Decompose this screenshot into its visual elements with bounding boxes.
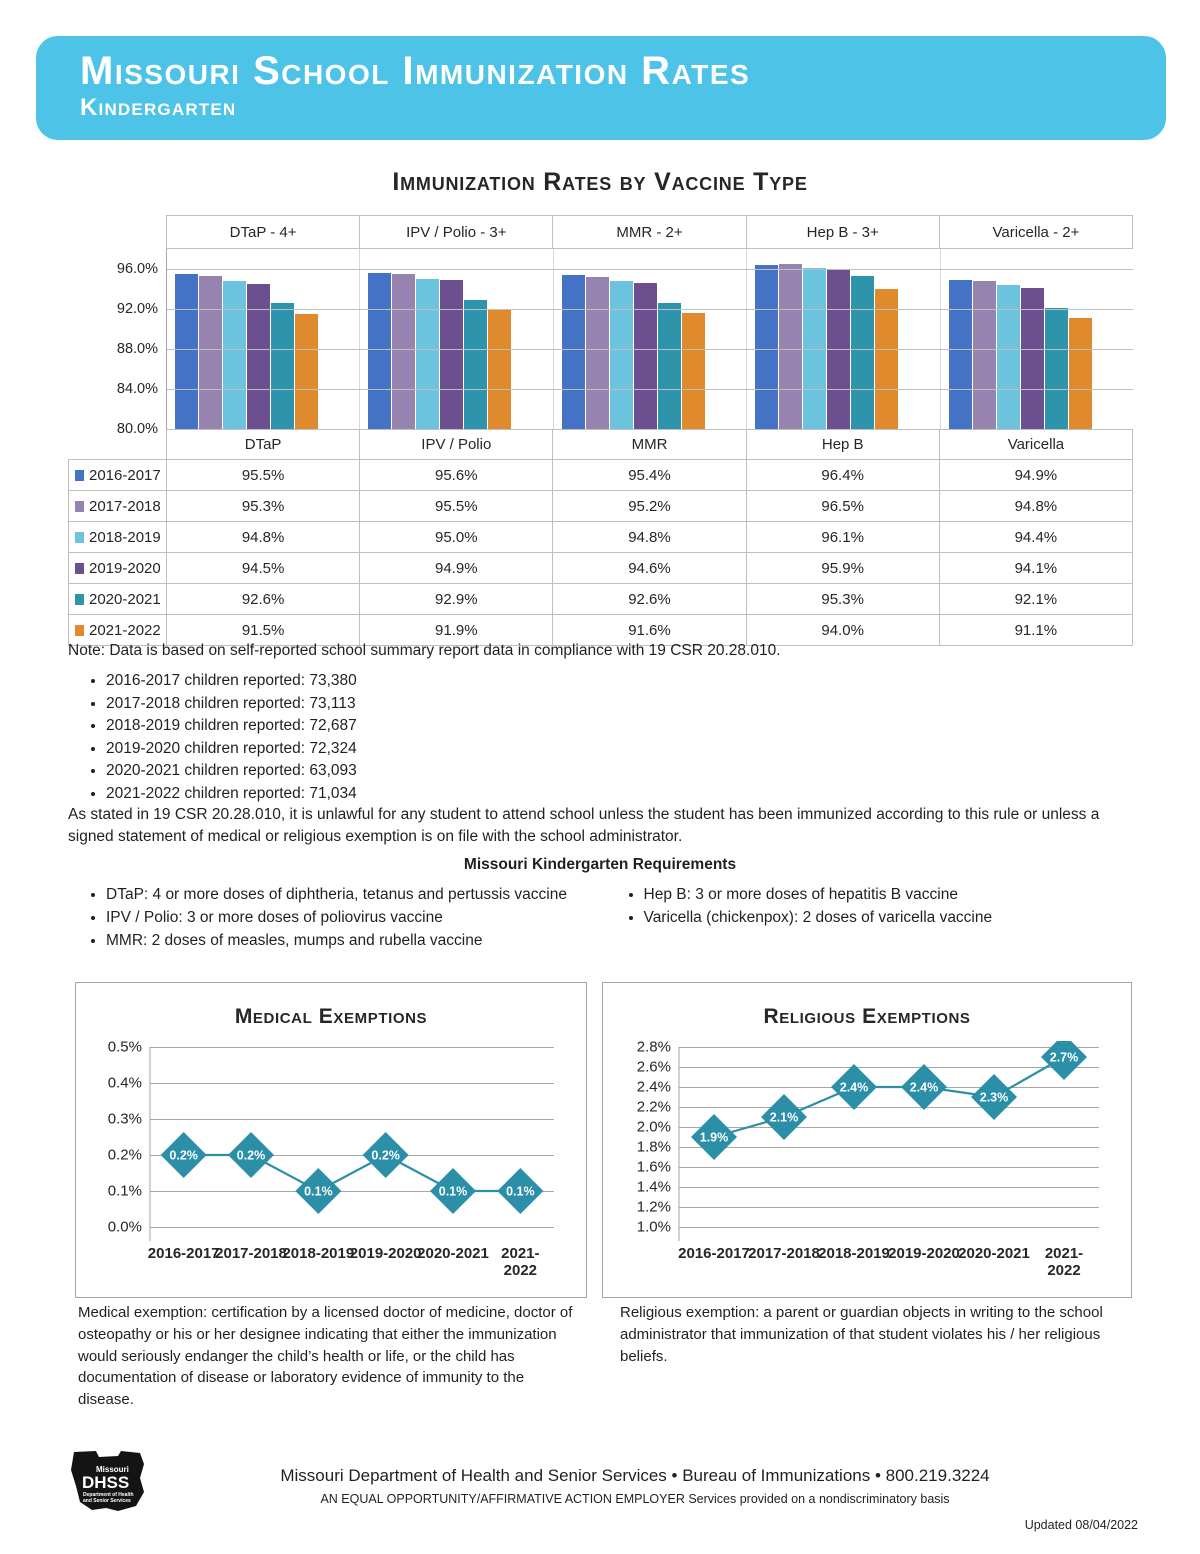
table-cell: 95.5%: [360, 491, 553, 522]
bar: [295, 314, 318, 429]
legend-entry: 2018-2019: [69, 522, 167, 553]
x-tick-label: 2018-2019: [282, 1245, 355, 1262]
immunization-bar-chart: [68, 215, 1133, 646]
statute-paragraph: As stated in 19 CSR 20.28.010, it is unlawful for any student to attend school unless the student has been immunized according to this rule or unless a signed statement of medical or religious exemption is on file with the school administrator.: [68, 806, 1100, 845]
legend-entry: 2016-2017: [69, 460, 167, 491]
list-item: • 2017-2018 children reported: 73,113: [106, 695, 1138, 713]
bar: [610, 281, 633, 429]
y-tick-label: 1.4%: [636, 1178, 671, 1196]
immunization-data-table: [68, 459, 1133, 646]
vaccine-header-dtap: DTaP - 4+: [167, 216, 360, 248]
vaccine-header-varicella: Varicella - 2+: [940, 216, 1133, 248]
gridline: [167, 389, 1133, 390]
y-tick-label: 88.0%: [116, 341, 158, 357]
data-point-label: 2.4%: [839, 1080, 869, 1095]
bar: [223, 281, 246, 429]
table-cell: 94.9%: [939, 460, 1132, 491]
list-item: • MMR: 2 doses of measles, mumps and rubella vaccine: [106, 932, 606, 950]
x-tick-label: 2021-2022: [1044, 1245, 1084, 1279]
data-point-label: 0.2%: [169, 1148, 198, 1163]
main-chart-plot-area: [166, 249, 1133, 429]
bar-group-mmr: [554, 249, 747, 429]
medical-exemptions-plot: [76, 1038, 586, 1279]
y-tick-label: 2.4%: [636, 1078, 671, 1096]
bar: [416, 279, 439, 429]
table-cell: 92.9%: [360, 584, 553, 615]
table-cell: 95.6%: [360, 460, 553, 491]
x-tick-label: 2020-2021: [958, 1245, 1030, 1262]
gridline: [167, 429, 1133, 430]
footer-contact-line: Missouri Department of Health and Senior Services • Bureau of Immunizations • 800.219.3224: [280, 1466, 990, 1485]
data-point-label: 0.1%: [506, 1184, 535, 1199]
main-chart-y-axis: [68, 249, 166, 437]
exemption-line-series: [603, 1038, 1109, 1261]
page-header-banner: [36, 36, 1166, 140]
list-item: • 2020-2021 children reported: 63,093: [106, 762, 1138, 780]
x-tick-label: 2019-2020: [349, 1245, 422, 1262]
table-cell: 94.9%: [360, 553, 553, 584]
table-cell: 94.6%: [553, 553, 746, 584]
table-cell: 95.0%: [360, 522, 553, 553]
vaccine-header-hep-b: Hep B - 3+: [747, 216, 940, 248]
bar: [634, 283, 657, 429]
bar: [1069, 318, 1092, 429]
table-cell: 96.4%: [746, 460, 939, 491]
bar: [851, 276, 874, 429]
y-tick-label: 0.3%: [107, 1110, 142, 1128]
legend-swatch: [75, 532, 84, 543]
exemption-line-series: [76, 1038, 564, 1261]
table-row: [69, 553, 1133, 584]
list-item: • DTaP: 4 or more doses of diphtheria, tetanus and pertussis vaccine: [106, 886, 606, 904]
religious-exemptions-chart: [602, 982, 1132, 1298]
svg-text:Missouri: Missouri: [96, 1465, 129, 1474]
x-tick-label: 2017-2018: [215, 1245, 287, 1262]
x-tick-label: 2021-2022: [501, 1245, 540, 1279]
bar: [875, 289, 898, 429]
list-item: • 2021-2022 children reported: 71,034: [106, 785, 1138, 803]
table-cell: 91.6%: [553, 615, 746, 646]
table-cell: 95.3%: [167, 491, 360, 522]
vaccine-category-header-row: [166, 215, 1133, 249]
x-tick-label: 2018-2019: [818, 1245, 890, 1262]
religious-exemption-caption: Religious exemption: a parent or guardian objects in writing to the school administrator that immunization of that student violates his / her religious beliefs.: [620, 1304, 1103, 1365]
y-tick-label: 0.5%: [107, 1038, 142, 1056]
list-item: • Varicella (chickenpox): 2 doses of varicella vaccine: [644, 909, 1144, 927]
religious-exemptions-title: Religious Exemptions: [763, 1005, 971, 1028]
y-tick-label: 0.1%: [107, 1182, 142, 1200]
bar: [658, 303, 681, 429]
y-tick-label: 0.4%: [107, 1074, 142, 1092]
requirements-columns: [68, 886, 1143, 955]
table-row: [69, 522, 1133, 553]
bar: [1045, 308, 1068, 429]
vaccine-header-mmr: MMR - 2+: [553, 216, 746, 248]
y-tick-label: 2.2%: [636, 1098, 671, 1116]
table-cell: 94.5%: [167, 553, 360, 584]
legend-swatch: [75, 563, 84, 574]
table-cell: 95.5%: [167, 460, 360, 491]
x-category-label: Varicella: [940, 430, 1133, 459]
gridline: [167, 269, 1133, 270]
table-cell: 94.0%: [746, 615, 939, 646]
vaccine-header-ipv-polio: IPV / Polio - 3+: [360, 216, 553, 248]
table-cell: 91.5%: [167, 615, 360, 646]
y-tick-label: 96.0%: [116, 261, 158, 277]
vaccine-category-axis-row: [166, 429, 1133, 459]
x-category-label: MMR: [553, 430, 746, 459]
bar-group-ipv-polio: [360, 249, 553, 429]
requirements-left-column: [68, 886, 606, 955]
table-cell: 94.1%: [939, 553, 1132, 584]
bar-group-varicella: [941, 249, 1133, 429]
table-row: [69, 615, 1133, 646]
medical-exemptions-chart: [75, 982, 587, 1298]
table-cell: 95.9%: [746, 553, 939, 584]
y-tick-label: 0.0%: [107, 1218, 142, 1236]
svg-text:DHSS: DHSS: [82, 1473, 130, 1492]
bar: [199, 276, 222, 429]
legend-swatch: [75, 470, 84, 481]
table-cell: 92.1%: [939, 584, 1132, 615]
data-point-label: 2.1%: [769, 1110, 799, 1125]
list-item: • IPV / Polio: 3 or more doses of poliovirus vaccine: [106, 909, 606, 927]
table-cell: 92.6%: [167, 584, 360, 615]
table-cell: 94.8%: [553, 522, 746, 553]
x-category-label: IPV / Polio: [360, 430, 553, 459]
y-tick-label: 1.0%: [636, 1218, 671, 1236]
bar: [949, 280, 972, 429]
religious-exemptions-plot: [603, 1038, 1131, 1279]
list-item: • 2019-2020 children reported: 72,324: [106, 740, 1138, 758]
list-item: • Hep B: 3 or more doses of hepatitis B vaccine: [644, 886, 1144, 904]
data-point-label: 1.9%: [699, 1130, 729, 1145]
main-chart-title: Immunization Rates by Vaccine Type: [392, 168, 808, 196]
data-point-label: 0.2%: [371, 1148, 400, 1163]
medical-exemption-caption: Medical exemption: certification by a licensed doctor of medicine, doctor of osteopathy or his or her designee indicating that either the immunization would seriously endanger the child’s health or life, or the child has documentation of disease or laboratory evidence of immunity to the disease.: [78, 1304, 573, 1408]
table-row: [69, 584, 1133, 615]
bar: [586, 277, 609, 429]
x-tick-label: 2016-2017: [147, 1245, 220, 1262]
dhss-logo: [66, 1448, 152, 1514]
table-cell: 95.3%: [746, 584, 939, 615]
bar: [682, 313, 705, 429]
y-tick-label: 0.2%: [107, 1146, 142, 1164]
x-category-label: Hep B: [747, 430, 940, 459]
footer-eeo-line: AN EQUAL OPPORTUNITY/AFFIRMATIVE ACTION EMPLOYER Services provided on a nondiscriminatory basis: [320, 1492, 950, 1506]
table-cell: 96.5%: [746, 491, 939, 522]
bar: [392, 274, 415, 429]
x-tick-label: 2019-2020: [888, 1245, 960, 1262]
x-tick-label: 2020-2021: [417, 1245, 489, 1262]
y-tick-label: 2.8%: [636, 1038, 671, 1056]
bar: [175, 274, 198, 429]
legend-entry: 2019-2020: [69, 553, 167, 584]
table-cell: 95.2%: [553, 491, 746, 522]
bar-group-hep-b: [747, 249, 940, 429]
bar: [973, 281, 996, 429]
y-tick-label: 84.0%: [116, 381, 158, 397]
table-cell: 96.1%: [746, 522, 939, 553]
table-row: [69, 491, 1133, 522]
x-category-label: DTaP: [167, 430, 360, 459]
bar: [368, 273, 391, 429]
updated-date: Updated 08/04/2022: [1024, 1518, 1138, 1532]
data-point-label: 2.4%: [909, 1080, 939, 1095]
bar: [488, 310, 511, 429]
legend-entry: 2017-2018: [69, 491, 167, 522]
children-reported-list: [68, 672, 1138, 803]
y-tick-label: 1.6%: [636, 1158, 671, 1176]
legend-swatch: [75, 594, 84, 605]
y-tick-label: 2.6%: [636, 1058, 671, 1076]
legend-entry: 2021-2022: [69, 615, 167, 646]
page-title: Missouri School Immunization Rates: [80, 49, 751, 93]
data-note: [68, 642, 1138, 807]
gridline: [167, 309, 1133, 310]
y-tick-label: 92.0%: [116, 301, 158, 317]
bar: [271, 303, 294, 429]
note-text: Note: Data is based on self-reported school summary report data in compliance with 19 CSR 20.28.010.: [68, 642, 781, 659]
y-tick-label: 1.8%: [636, 1138, 671, 1156]
y-tick-label: 1.2%: [636, 1198, 671, 1216]
data-point-label: 2.7%: [1049, 1050, 1079, 1065]
bar: [464, 300, 487, 429]
data-point-label: 0.1%: [438, 1184, 468, 1199]
medical-exemptions-title: Medical Exemptions: [234, 1005, 428, 1028]
svg-text:Department of Health: Department of Health: [83, 1492, 134, 1498]
bar: [779, 264, 802, 429]
bar: [997, 285, 1020, 429]
table-cell: 94.8%: [939, 491, 1132, 522]
table-cell: 92.6%: [553, 584, 746, 615]
gridline: [167, 349, 1133, 350]
data-point-label: 2.3%: [979, 1090, 1009, 1105]
y-tick-label: 80.0%: [116, 421, 158, 437]
x-tick-label: 2016-2017: [678, 1245, 750, 1262]
bar: [440, 280, 463, 429]
y-tick-label: 2.0%: [636, 1118, 671, 1136]
legend-swatch: [75, 501, 84, 512]
requirements-right-column: [606, 886, 1144, 955]
bar: [562, 275, 585, 429]
legend-swatch: [75, 625, 84, 636]
table-cell: 91.9%: [360, 615, 553, 646]
bar: [755, 265, 778, 429]
bar: [247, 284, 270, 429]
table-cell: 95.4%: [553, 460, 746, 491]
table-cell: 94.8%: [167, 522, 360, 553]
bar-group-dtap: [167, 249, 360, 429]
table-cell: 91.1%: [939, 615, 1132, 646]
list-item: • 2018-2019 children reported: 72,687: [106, 717, 1138, 735]
svg-text:and Senior Services: and Senior Services: [83, 1498, 131, 1504]
data-point-label: 0.1%: [304, 1184, 333, 1199]
list-item: • 2016-2017 children reported: 73,380: [106, 672, 1138, 690]
table-row: [69, 460, 1133, 491]
page-subtitle: Kindergarten: [80, 94, 237, 121]
x-tick-label: 2017-2018: [748, 1245, 820, 1262]
legend-entry: 2020-2021: [69, 584, 167, 615]
table-cell: 94.4%: [939, 522, 1132, 553]
requirements-title: Missouri Kindergarten Requirements: [463, 856, 737, 873]
data-point-label: 0.2%: [236, 1148, 266, 1163]
